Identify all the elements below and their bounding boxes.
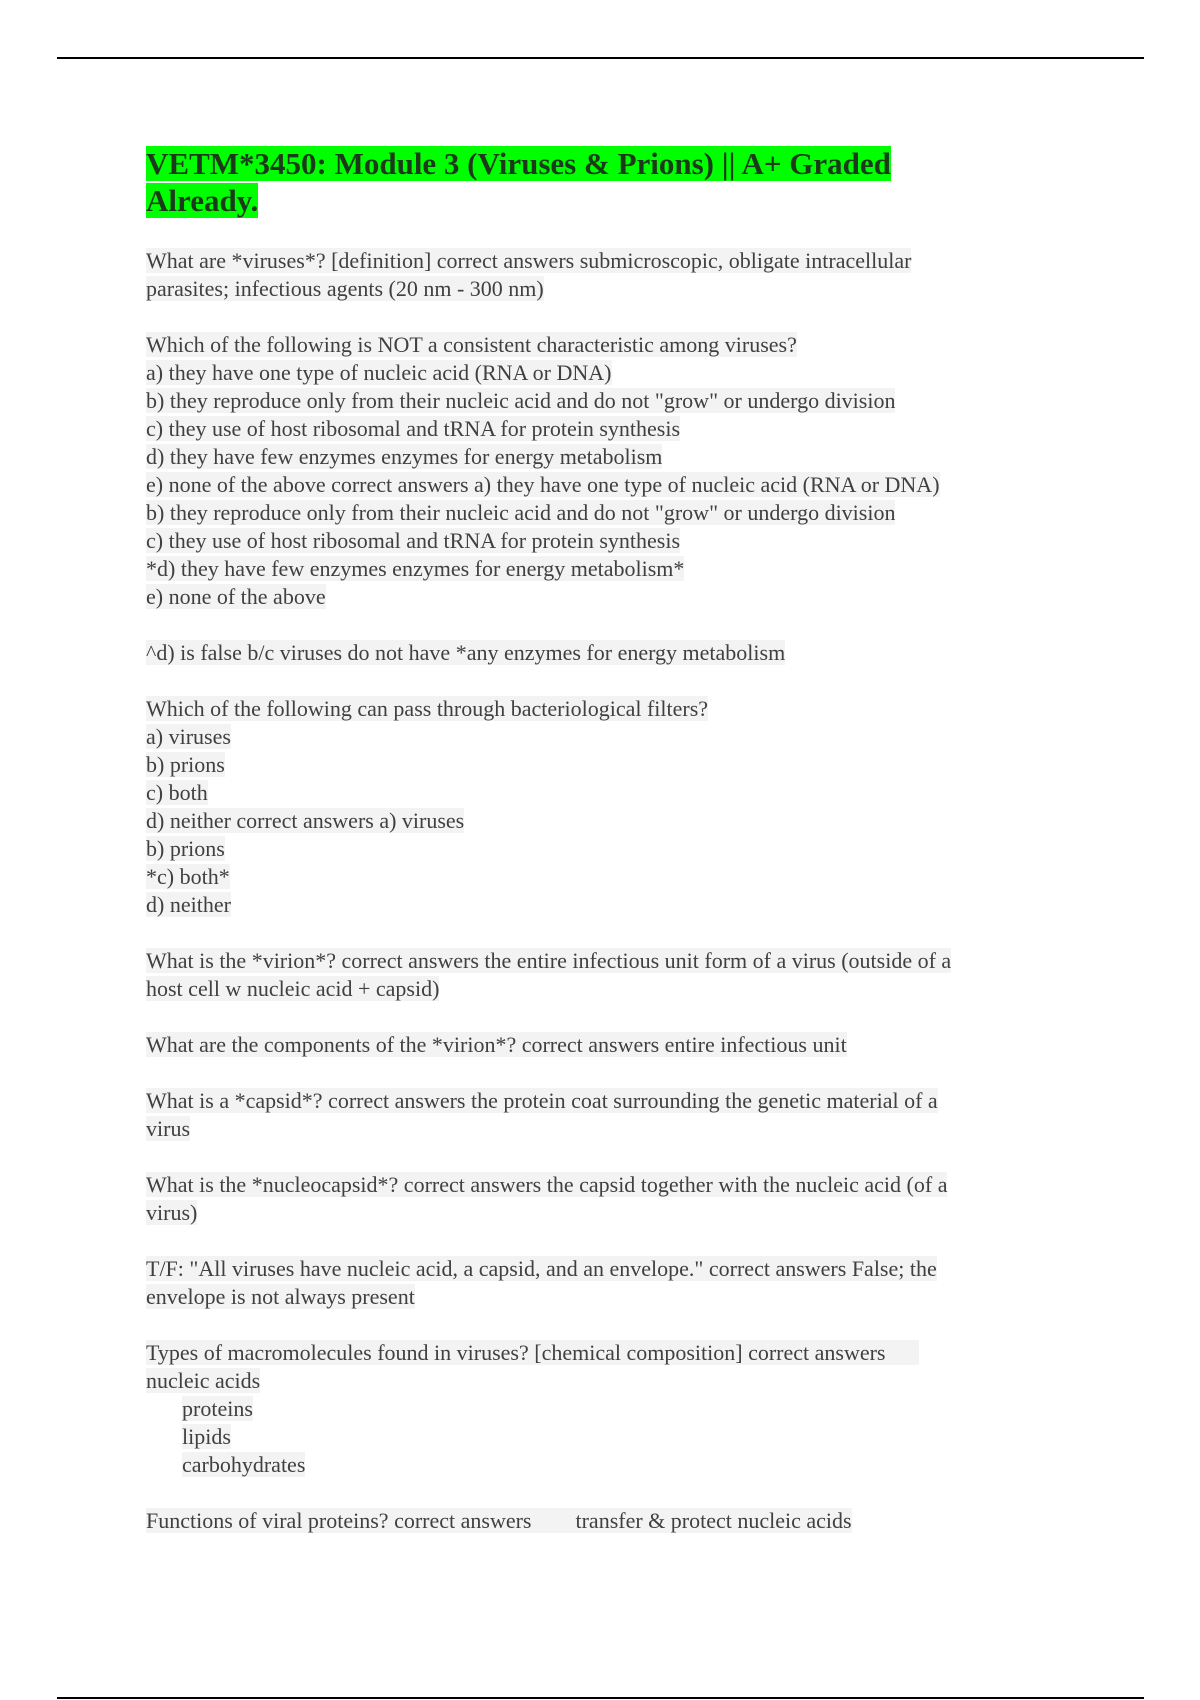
qa-line: Which of the following is NOT a consistent characteristic among viruses? — [146, 332, 797, 357]
qa-line: virus) — [146, 1200, 198, 1225]
qa-line: proteins — [182, 1396, 253, 1421]
qa-line: e) none of the above — [146, 584, 326, 609]
footer-rule — [57, 1697, 1144, 1699]
qa-line: T/F: "All viruses have nucleic acid, a capsid, and an envelope." correct answers False; the — [146, 1256, 937, 1281]
document-body — [146, 145, 1046, 1563]
qa-item-true-false-envelope — [146, 1255, 1046, 1311]
qa-item-virion — [146, 947, 1046, 1003]
qa-line: What is a *capsid*? correct answers the protein coat surrounding the genetic material of a — [146, 1088, 938, 1113]
qa-line: ^d) is false b/c viruses do not have *any enzymes for energy metabolism — [146, 640, 786, 665]
qa-item-macromolecules — [146, 1339, 1046, 1479]
qa-line: e) none of the above correct answers a) they have one type of nucleic acid (RNA or DNA) — [146, 472, 940, 497]
qa-line: *d) they have few enzymes enzymes for energy metabolism* — [146, 556, 685, 581]
qa-line: d) neither correct answers a) viruses — [146, 808, 465, 833]
qa-line: envelope is not always present — [146, 1284, 415, 1309]
qa-note-enzymes — [146, 639, 1046, 667]
qa-line: b) prions — [146, 836, 225, 861]
qa-item-capsid — [146, 1087, 1046, 1143]
qa-line: Types of macromolecules found in viruses? [chemical composition] correct answers — [146, 1340, 919, 1365]
qa-line: b) they reproduce only from their nucleic acid and do not "grow" or undergo division — [146, 388, 896, 413]
qa-line: d) they have few enzymes enzymes for energy metabolism — [146, 444, 663, 469]
qa-line: What are the components of the *virion*? correct answers entire infectious unit — [146, 1032, 847, 1057]
qa-line: What is the *nucleocapsid*? correct answers the capsid together with the nucleic acid (of a — [146, 1172, 948, 1197]
title-line-1: VETM*3450: Module 3 (Viruses & Prions) || A+ Graded — [146, 146, 891, 181]
qa-line: a) viruses — [146, 724, 231, 749]
qa-item-viruses-definition — [146, 247, 1046, 303]
qa-item-virion-components — [146, 1031, 1046, 1059]
header-rule — [57, 57, 1144, 59]
qa-item-not-consistent-characteristic — [146, 331, 1046, 611]
qa-line: c) both — [146, 780, 208, 805]
qa-item-nucleocapsid — [146, 1171, 1046, 1227]
qa-line: d) neither — [146, 892, 231, 917]
qa-line: lipids — [182, 1424, 231, 1449]
qa-line: a) they have one type of nucleic acid (RNA or DNA) — [146, 360, 612, 385]
qa-line: What are *viruses*? [definition] correct answers submicroscopic, obligate intracellular — [146, 248, 912, 273]
qa-line: b) prions — [146, 752, 225, 777]
qa-line: Functions of viral proteins? correct answers transfer & protect nucleic acids — [146, 1508, 852, 1533]
qa-line: c) they use of host ribosomal and tRNA for protein synthesis — [146, 528, 681, 553]
qa-line: c) they use of host ribosomal and tRNA for protein synthesis — [146, 416, 681, 441]
qa-line: nucleic acids — [146, 1368, 261, 1393]
qa-line: virus — [146, 1116, 190, 1141]
qa-line: b) they reproduce only from their nucleic acid and do not "grow" or undergo division — [146, 500, 896, 525]
qa-line: Which of the following can pass through bacteriological filters? — [146, 696, 709, 721]
document-title — [146, 145, 1046, 219]
qa-line: What is the *virion*? correct answers the entire infectious unit form of a virus (outside of a — [146, 948, 952, 973]
qa-item-bacteriological-filters — [146, 695, 1046, 919]
qa-line: *c) both* — [146, 864, 230, 889]
qa-item-viral-proteins-functions — [146, 1507, 1046, 1535]
qa-line: carbohydrates — [182, 1452, 306, 1477]
qa-line: parasites; infectious agents (20 nm - 300 nm) — [146, 276, 544, 301]
qa-line: host cell w nucleic acid + capsid) — [146, 976, 440, 1001]
title-line-2: Already. — [146, 183, 259, 218]
